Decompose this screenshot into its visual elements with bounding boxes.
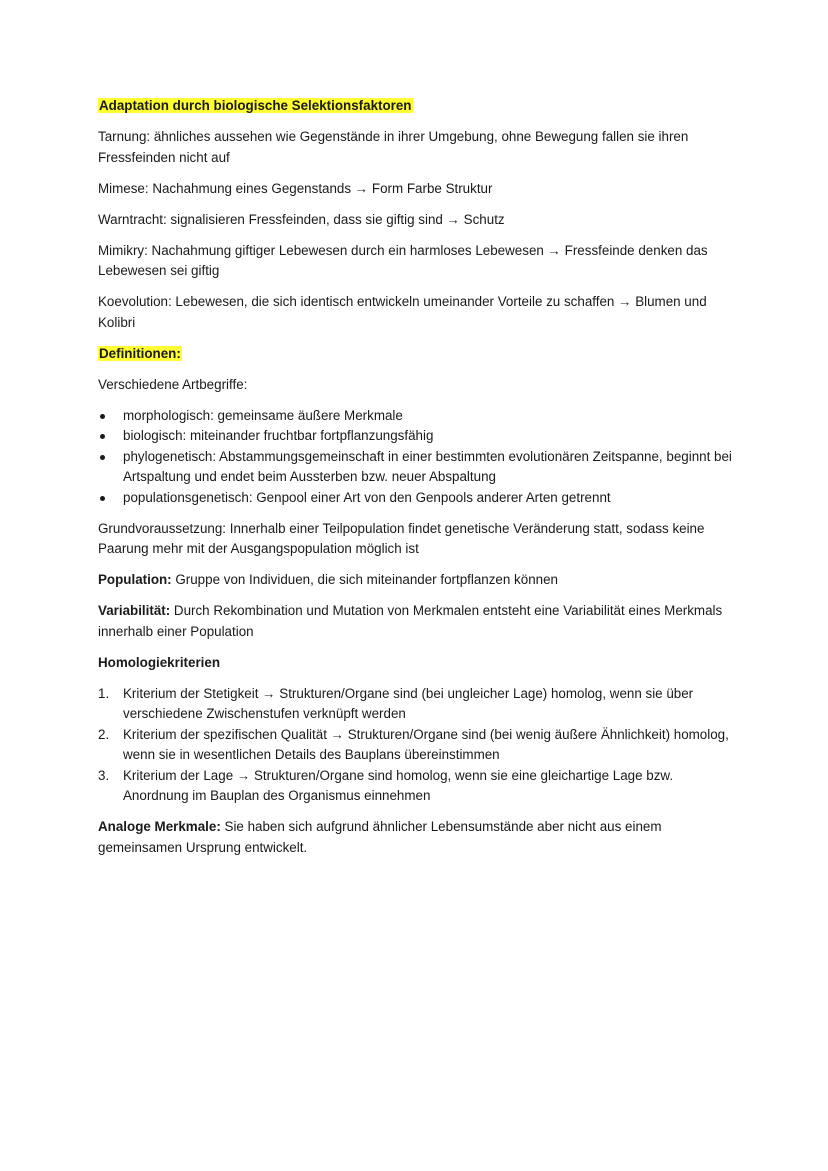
section-heading-adaptation [98, 96, 738, 117]
paragraph-koevolution: Koevolution: Lebewesen, die sich identisch entwickeln umeinander Vorteile zu schaffen → Blumen und Kolibri [98, 294, 707, 330]
list-item-text: morphologisch: gemeinsame äußere Merkmale [123, 407, 403, 423]
term-label: Variabilität: [98, 603, 171, 618]
document-page [98, 96, 738, 869]
paragraph-mimikry: Mimikry: Nachahmung giftiger Lebewesen durch ein harmloses Lebewesen → Fressfeinde denken das Lebewesen sei giftig [98, 242, 708, 278]
list-item [98, 406, 738, 427]
paragraph-mimese: Mimese: Nachahmung eines Gegenstands → Form Farbe Struktur [98, 180, 493, 196]
list-item-text: Kriterium der Lage → Strukturen/Organe sind homolog, wenn sie eine gleichartige Lage bzw. Anordnung im Bauplan des Organismus einnehmen [123, 767, 674, 803]
list-item [98, 725, 738, 766]
paragraph-variabilitaet [98, 601, 738, 642]
paragraph-tarnung: Tarnung: ähnliches aussehen wie Gegenstände in ihrer Umgebung, ohne Bewegung fallen sie ihren Fressfeinden nicht auf [98, 129, 689, 165]
list-number: 3. [98, 767, 110, 783]
paragraph-analoge-merkmale [98, 817, 738, 858]
list-item-text: populationsgenetisch: Genpool einer Art von den Genpools anderer Arten getrennt [123, 489, 611, 505]
term-label: Population: [98, 572, 172, 587]
list-item [98, 488, 738, 509]
paragraph-warntracht: Warntracht: signalisieren Fressfeinden, dass sie giftig sind → Schutz [98, 211, 505, 227]
list-item-text: phylogenetisch: Abstammungsgemeinschaft in einer bestimmten evolutionären Zeitspanne, beginnt bei Artspaltung und endet beim Aussterben bzw. neuer Abspaltung [123, 448, 732, 484]
list-item [98, 447, 738, 488]
paragraph-artbegriffe-intro: Verschiedene Artbegriffe: [98, 376, 248, 392]
highlighted-heading: Adaptation durch biologische Selektionsfaktoren [99, 98, 412, 113]
list-item [98, 426, 738, 447]
section-heading-definitionen [98, 344, 738, 365]
paragraph-population [98, 570, 738, 591]
list-item [98, 684, 738, 725]
list-number: 2. [98, 726, 110, 742]
heading-homologiekriterien: Homologiekriterien [98, 654, 221, 670]
list-number: 1. [98, 685, 110, 701]
list-item-text: Kriterium der Stetigkeit → Strukturen/Organe sind (bei ungleicher Lage) homolog, wenn sie über verschiedene Zwischenstufen verknüpft werden [123, 685, 694, 721]
paragraph-grundvoraussetzung: Grundvoraussetzung: Innerhalb einer Teilpopulation findet genetische Veränderung statt, sodass keine Paarung mehr mit der Ausgangspopulation möglich ist [98, 520, 705, 556]
list-item [98, 766, 738, 807]
list-item-text: biologisch: miteinander fruchtbar fortpflanzungsfähig [123, 428, 434, 443]
term-definition: Sie haben sich aufgrund ähnlicher Lebensumstände aber nicht aus einem gemeinsamen Ursprung entwickelt. [98, 819, 662, 855]
highlighted-heading: Definitionen: [99, 345, 181, 361]
term-label: Analoge Merkmale: [98, 819, 221, 834]
artbegriffe-list [98, 406, 738, 509]
list-item-text: Kriterium der spezifischen Qualität → Strukturen/Organe sind (bei wenig äußere Ähnlichkeit) homolog, wenn sie in wesentlichen Details des Bauplans übereinstimmen [123, 726, 729, 762]
term-definition: Gruppe von Individuen, die sich miteinander fortpflanzen können [171, 572, 558, 587]
homologie-list [98, 684, 738, 807]
term-definition: Durch Rekombination und Mutation von Merkmalen entsteht eine Variabilität eines Merkmals innerhalb einer Population [98, 603, 723, 639]
